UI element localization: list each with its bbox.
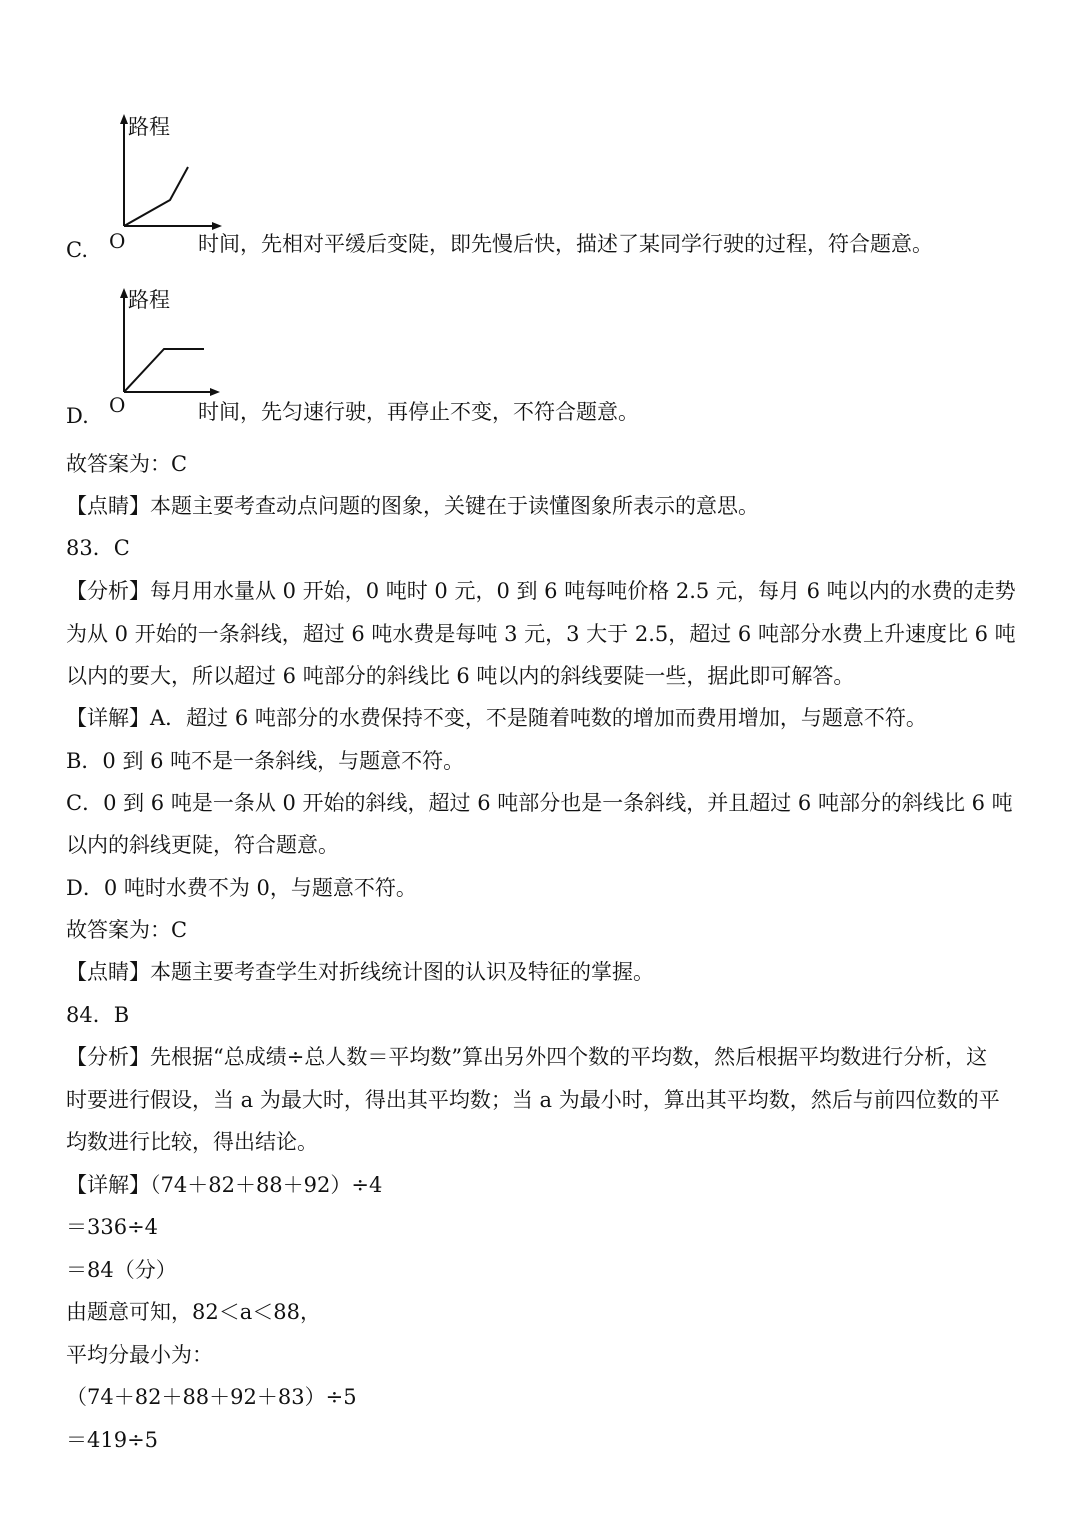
analysis-line: 【分析】先根据“总成绩÷总人数＝平均数”算出另外四个数的平均数，然后根据平均数进行分析，这	[66, 1045, 988, 1069]
analysis-line: 为从 0 开始的一条斜线，超过 6 吨水费是每吨 3 元，3 大于 2.5，超过 6 吨部分水费上升速度比 6 吨	[66, 622, 1016, 646]
analysis-line: 【分析】每月用水量从 0 开始，0 吨时 0 元，0 到 6 吨每吨价格 2.5 元，每月 6 吨以内的水费的走势	[66, 579, 1016, 603]
option-c-text	[198, 230, 933, 258]
option-c-y-axis-label: 路程	[128, 115, 170, 139]
remark-line: 【点睛】本题主要考查学生对折线统计图的认识及特征的掌握。	[66, 960, 654, 984]
option-c-origin-label: O	[109, 229, 126, 253]
question-number: 83．C	[66, 536, 130, 560]
option-d-x-axis-label: 时间	[198, 400, 240, 424]
detail-line: 【详解】（74＋82＋88＋92）÷4	[66, 1173, 383, 1197]
answer-line: 故答案为：C	[66, 918, 188, 942]
option-c-description: ，先相对平缓后变陡，即先慢后快，描述了某同学行驶的过程，符合题意。	[240, 232, 933, 256]
analysis-line: 时要进行假设，当 a 为最大时，得出其平均数；当 a 为最小时，算出其平均数，然后与前四位数的平	[66, 1088, 1000, 1112]
option-c-x-axis-label: 时间	[198, 232, 240, 256]
option-d-text	[198, 398, 639, 426]
detail-line: 以内的斜线更陡，符合题意。	[66, 833, 339, 857]
calc-line: 平均分最小为：	[66, 1343, 213, 1367]
analysis-line: 均数进行比较，得出结论。	[66, 1130, 318, 1154]
detail-line: C．0 到 6 吨是一条从 0 开始的斜线，超过 6 吨部分也是一条斜线，并且超过 6 吨部分的斜线比 6 吨	[66, 791, 1013, 815]
detail-line: D．0 吨时水费不为 0，与题意不符。	[66, 876, 417, 900]
calc-line: ＝336÷4	[66, 1215, 159, 1239]
detail-line: B．0 到 6 吨不是一条斜线，与题意不符。	[66, 749, 465, 773]
option-d-y-axis-label: 路程	[128, 288, 170, 312]
remark-line: 【点睛】本题主要考查动点问题的图象，关键在于读懂图象所表示的意思。	[66, 494, 759, 518]
option-d-label: D.	[66, 404, 89, 428]
analysis-line: 以内的要大，所以超过 6 吨部分的斜线比 6 吨以内的斜线要陡一些，据此即可解答。	[66, 664, 855, 688]
option-d-description: ，先匀速行驶，再停止不变，不符合题意。	[240, 400, 639, 424]
calc-line: ＝84（分）	[66, 1258, 177, 1282]
calc-line: ＝419÷5	[66, 1428, 159, 1452]
calc-line: （74＋82＋88＋92＋83）÷5	[66, 1385, 357, 1409]
question-number: 84．B	[66, 1003, 130, 1027]
option-d-origin-label: O	[109, 393, 126, 417]
detail-line: 【详解】A．超过 6 吨部分的水费保持不变，不是随着吨数的增加而费用增加，与题意不符。	[66, 706, 927, 730]
calc-line: 由题意可知，82＜a＜88，	[66, 1300, 321, 1324]
answer-line: 故答案为：C	[66, 452, 188, 476]
option-c-label: C.	[66, 238, 88, 262]
